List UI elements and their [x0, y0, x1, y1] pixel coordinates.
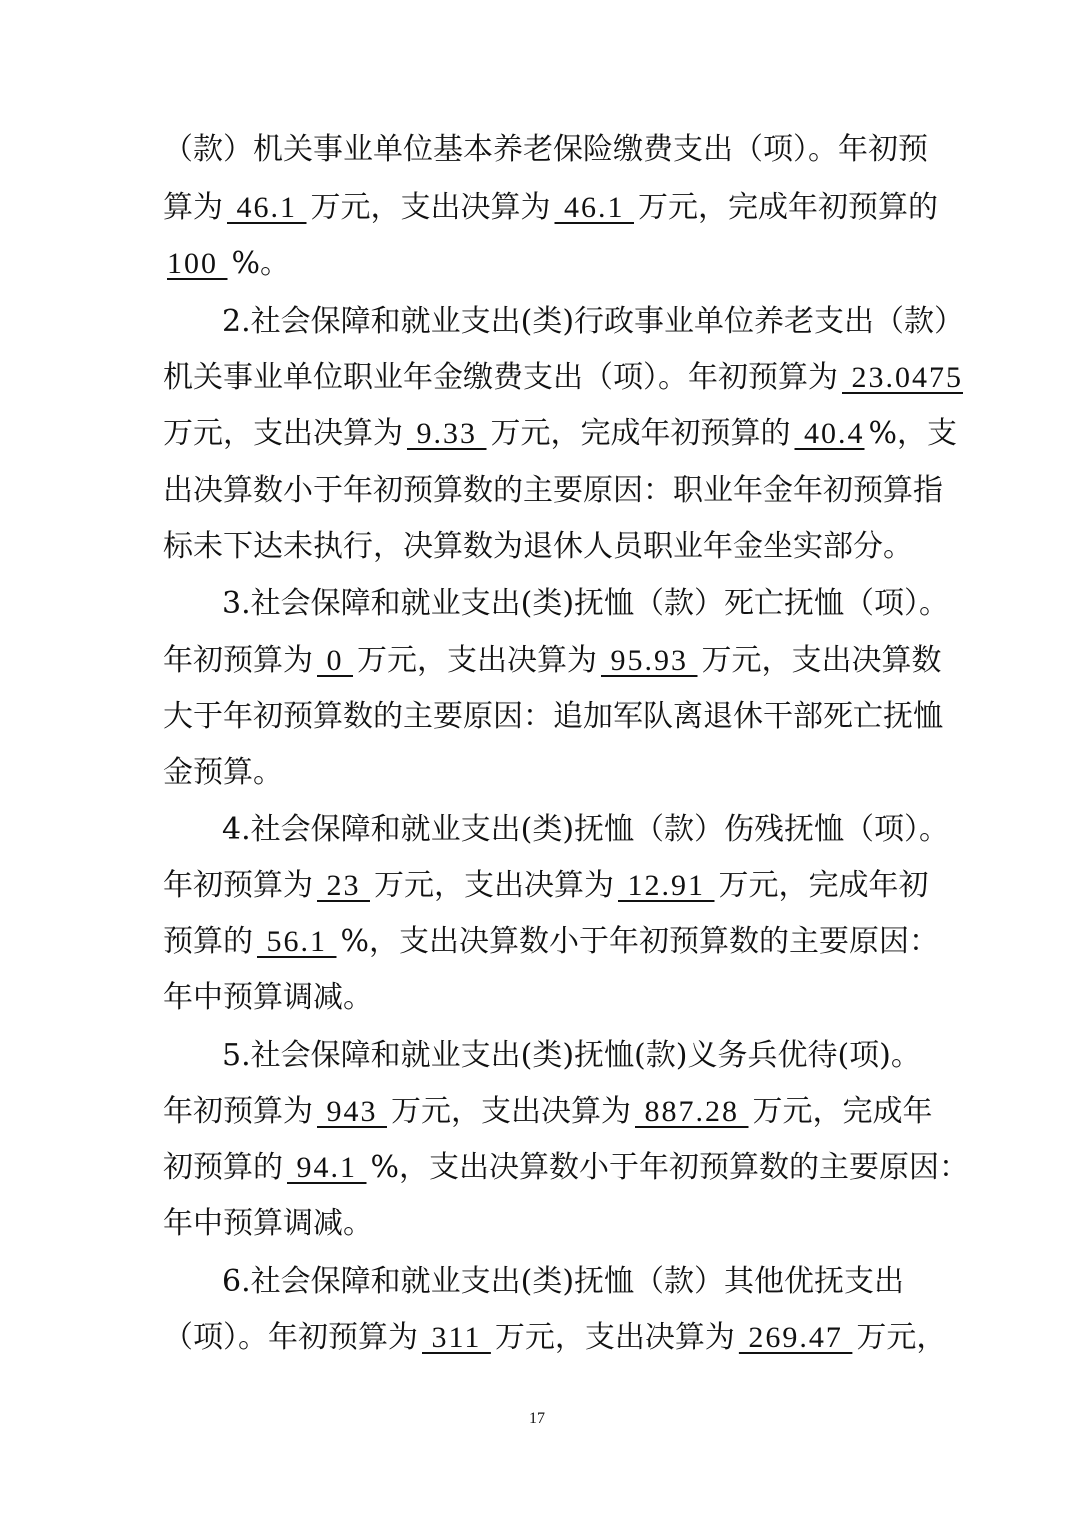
text-segment: 年中预算调减。: [163, 1206, 373, 1241]
text-segment: 万元，完成年初预算的: [490, 416, 791, 451]
text-segment: 万元，支出决算为: [357, 643, 597, 678]
text-segment: 5.社会保障和就业支出(类)抚恤(款)义务兵优待(项)。: [222, 1038, 921, 1073]
text-segment: 年初预算为: [163, 643, 313, 678]
text-line: [163, 745, 911, 801]
text-line: [163, 970, 911, 1026]
text-segment: 标未下达未执行，决算数为退休人员职业年金坐实部分。: [163, 529, 913, 564]
text-segment: （款）机关事业单位基本养老保险缴费支出（项）。年初预: [163, 132, 928, 167]
text-segment: 万元，支出决算为: [494, 1320, 735, 1355]
underlined-value: 46.1: [554, 191, 634, 224]
text-line: [163, 122, 928, 178]
text-segment: 3.社会保障和就业支出(类)抚恤（款）死亡抚恤（项）。: [222, 586, 950, 621]
text-segment: %，支出决算数小于年初预算数的主要原因：: [340, 924, 940, 959]
underlined-value: 311: [422, 1321, 491, 1354]
underlined-value: 95.93: [601, 644, 698, 677]
text-line: [163, 858, 929, 914]
text-line: [163, 1310, 947, 1366]
text-segment: 万元，支出决算为: [163, 416, 403, 451]
text-line: [222, 1028, 921, 1084]
text-line: [222, 1254, 911, 1310]
underlined-value: 23.0475: [842, 361, 963, 394]
text-line: [163, 914, 940, 970]
text-line: [163, 1196, 911, 1252]
text-segment: 万元，支出决算为: [310, 190, 551, 225]
underlined-value: 94.1: [287, 1151, 367, 1184]
text-line: [163, 406, 958, 462]
text-segment: 万元，支出决算数: [701, 643, 942, 678]
text-line: [163, 519, 911, 575]
underlined-value: 887.28: [635, 1095, 749, 1128]
text-segment: %，支: [868, 416, 958, 451]
text-segment: 万元，完成年初预算的: [638, 190, 938, 225]
underlined-value: 943: [317, 1095, 387, 1128]
text-segment: 机关事业单位职业年金缴费支出（项）。年初预算为: [163, 360, 838, 395]
text-segment: 万元，支出决算为: [374, 868, 614, 903]
underlined-value: 23: [317, 869, 370, 902]
text-segment: 6.社会保障和就业支出(类)抚恤（款）其他优抚支出: [222, 1264, 905, 1299]
text-line: [222, 802, 950, 858]
text-line: [222, 294, 965, 350]
text-segment: 年中预算调减。: [163, 980, 373, 1015]
text-segment: 万元，完成年: [752, 1094, 933, 1129]
underlined-value: 12.91: [618, 869, 715, 902]
text-segment: 大于年初预算数的主要原因：追加军队离退休干部死亡抚恤: [163, 699, 943, 734]
text-segment: 初预算的: [163, 1150, 283, 1185]
text-segment: 算为: [163, 190, 223, 225]
text-line: [222, 576, 950, 632]
text-segment: 年初预算为: [163, 868, 313, 903]
text-segment: %。: [231, 246, 291, 281]
text-segment: 年初预算为: [163, 1094, 313, 1129]
text-line: [163, 633, 942, 689]
underlined-value: 100: [167, 247, 228, 280]
underlined-value: 0: [317, 644, 353, 677]
text-segment: 预算的: [163, 924, 253, 959]
text-segment: 万元，支出决算为: [391, 1094, 631, 1129]
text-segment: 万元，: [856, 1320, 947, 1355]
text-line: [163, 689, 943, 745]
text-segment: 万元，完成年初: [718, 868, 929, 903]
text-segment: 4.社会保障和就业支出(类)抚恤（款）伤残抚恤（项）。: [222, 812, 950, 847]
text-line: [163, 350, 963, 406]
text-line: [163, 180, 938, 236]
underlined-value: 46.1: [227, 191, 307, 224]
text-segment: 2.社会保障和就业支出(类)行政事业单位养老支出（款）: [222, 304, 965, 339]
text-line: [163, 1084, 933, 1140]
page-number: 17: [529, 1410, 545, 1427]
text-segment: 金预算。: [163, 755, 283, 790]
text-line: [163, 236, 911, 292]
underlined-value: 269.47: [738, 1321, 853, 1354]
underlined-value: 9.33: [407, 417, 487, 450]
text-segment: %，支出决算数小于年初预算数的主要原因：: [370, 1150, 970, 1185]
underlined-value: 56.1: [257, 925, 337, 958]
text-line: [163, 463, 943, 519]
underlined-value: 40.4: [794, 417, 865, 450]
text-segment: 出决算数小于年初预算数的主要原因：职业年金年初预算指: [163, 473, 943, 508]
text-line: [163, 1140, 970, 1196]
text-segment: （项）。年初预算为: [163, 1320, 418, 1355]
